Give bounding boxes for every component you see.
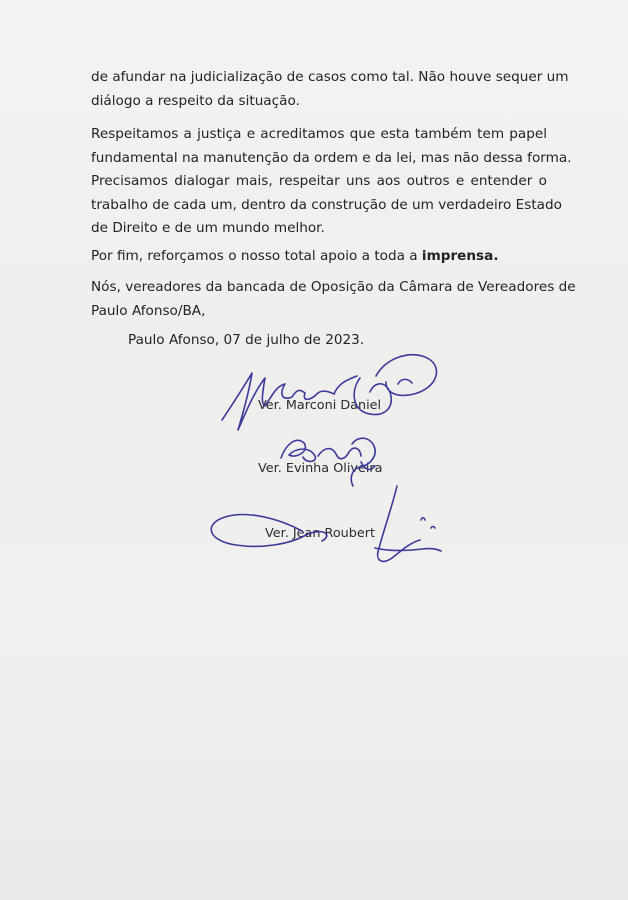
paragraph-2 (91, 123, 572, 241)
paragraph-4 (91, 276, 576, 323)
paragraph-2-line-4: trabalho de cada um, dentro da construção de um verdadeiro Estado (91, 196, 562, 213)
paragraph-4-line-2: Paulo Afonso/BA, (91, 302, 206, 319)
paragraph-1-line-1: de afundar na judicialização de casos como tal. Não houve sequer um (91, 69, 569, 85)
paragraph-3-emphasis: imprensa. (421, 248, 499, 264)
signatory-name-1: Ver. Marconi Daniel (258, 398, 382, 413)
paragraph-2-line-5: de Direito e de um mundo melhor. (91, 220, 325, 236)
paragraph-3 (91, 245, 547, 269)
signatory-name-3: Ver. Jean Roubert (265, 526, 376, 541)
paragraph-3-text: Por fim, reforçamos o nosso total apoio a toda a (91, 248, 422, 264)
paragraph-1 (91, 66, 569, 113)
paragraph-4-line-1: Nós, vereadores da bancada de Oposição da Câmara de Vereadores de (91, 279, 576, 295)
paragraph-2-line-1: Respeitamos a justiça e acreditamos que esta também tem papel (91, 126, 547, 142)
signature-marconi-daniel (222, 355, 436, 430)
paragraph-2-line-2: fundamental na manutenção da ordem e da lei, mas não dessa forma. (91, 149, 572, 166)
paragraph-1-line-2: diálogo a respeito da situação. (91, 92, 300, 109)
paragraph-2-line-3: Precisamos dialogar mais, respeitar uns aos outros e entender o (91, 173, 547, 189)
date-line: Paulo Afonso, 07 de julho de 2023. (128, 332, 365, 348)
signature-jean-roubert (211, 486, 441, 561)
signatory-name-2: Ver. Evinha Oliveira (258, 461, 383, 476)
